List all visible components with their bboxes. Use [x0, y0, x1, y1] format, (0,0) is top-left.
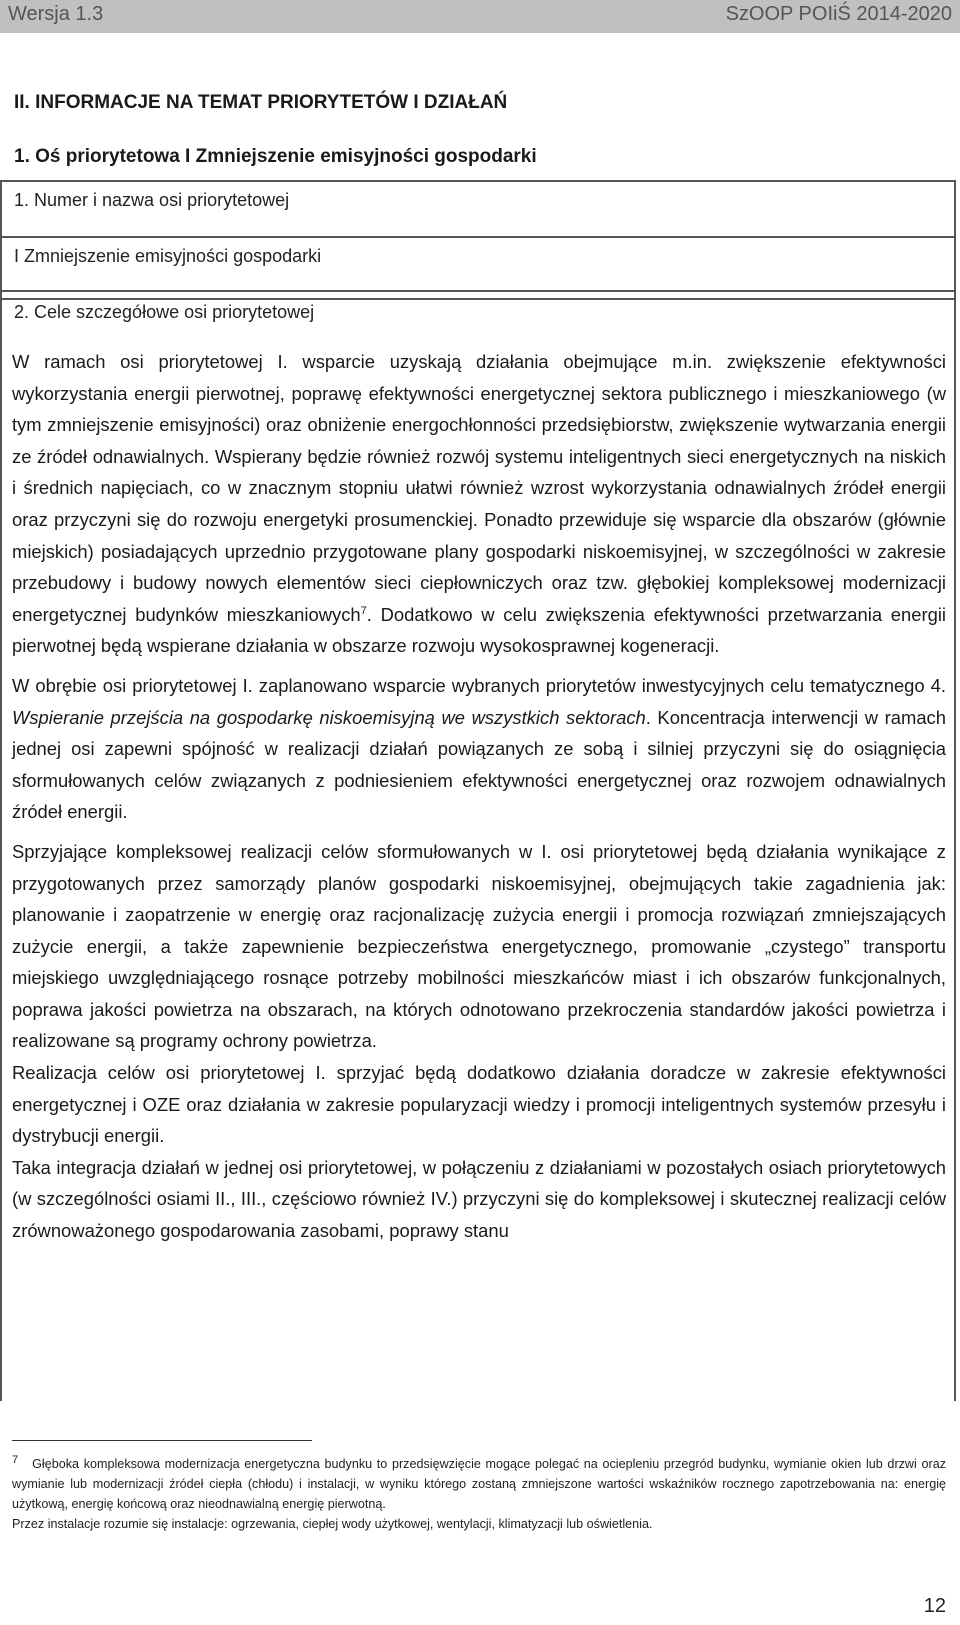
- footnote-text: Głęboka kompleksowa modernizacja energetyczna budynku to przedsięwzięcie mogące polegać na ociepleniu przegród budynku, wymianie okien lub drzwi oraz wymianie lub modernizacji źródeł ciepła (chłodu) i instalacji, w wyniku którego zostaną zmniejszone wartości wskaźników rocznego zapotrzebowania na: energię użytkową, energię końcową oraz nieodnawialną energię pierwotną.: [12, 1457, 946, 1511]
- paragraph-4: Realizacja celów osi priorytetowej I. sprzyjać będą dodatkowo działania doradcze w zakresie efektywności energetycznej i OZE oraz działania w zakresie popularyzacji wiedzy i promocji inteligentnych systemów przesyłu i dystrybucji energii.: [12, 1062, 946, 1147]
- section-heading: II. INFORMACJE NA TEMAT PRIORYTETÓW I DZIAŁAŃ: [14, 92, 508, 113]
- footnote-body: [12, 1454, 946, 1514]
- item1-value: I Zmniejszenie emisyjności gospodarki: [14, 246, 322, 266]
- body-text: [12, 346, 946, 1247]
- item2-label-box: [0, 290, 956, 338]
- paragraph-2: [12, 670, 946, 828]
- paragraph-2-end: . Koncentracja interwencji w ramach jednej osi zapewni spójność w realizacji działań powiązanych ze sobą i silniej przyczyni się do osiągnięcia sformułowanych celów związanych z podniesieniem efektywności energetycznej oraz rozwojem odnawialnych źródeł energii.: [12, 706, 946, 823]
- document-title: SzOOP POIiŚ 2014-2020: [725, 3, 952, 25]
- item1-label: 1. Numer i nazwa osi priorytetowej: [14, 190, 290, 210]
- paragraph-1: [12, 346, 946, 662]
- version-label: Wersja 1.3: [8, 3, 104, 25]
- paragraph-2-italic: Wspieranie przejścia na gospodarkę niskoemisyjną we wszystkich sektorach: [12, 706, 646, 728]
- footnote-ref: 7: [360, 604, 367, 617]
- page-number: 12: [923, 1595, 946, 1617]
- footnote: [12, 1454, 946, 1534]
- footnote-separator: [12, 1440, 312, 1441]
- paragraph-3: Sprzyjające kompleksowej realizacji celów sformułowanych w I. osi priorytetowej będą działania wynikające z przygotowanych przez samorządy planów gospodarki niskoemisyjnej, obejmujących takie zagadnienia jak: planowanie i zaopatrzenie w energię oraz racjonalizację zużycia energii i promocja rozwiązań zmniejszających zużycie energii, a także zapewnienie bezpieczeństwa energetycznego, promowanie „czystego” transportu miejskiego uwzględniającego rosnące potrzeby mobilności mieszkańców miast i ich obszarów funkcjonalnych, poprawa jakości powietrza na obszarach, na których odnotowano przekroczenia standardów jakości powietrza i realizowane są programy ochrony powietrza.: [12, 840, 946, 1052]
- axis-heading: 1. Oś priorytetowa I Zmniejszenie emisyjności gospodarki: [14, 146, 537, 167]
- page-header: [0, 0, 960, 33]
- paragraph-2-start: W obrębie osi priorytetowej I. zaplanowano wsparcie wybranych priorytetów inwestycyjnych celu tematycznego 4.: [12, 674, 946, 696]
- paragraph-1-lead: W ramach osi priorytetowej I. wsparcie uzyskają działania obejmujące m.in. zwiększenie efektywności wykorzystania energii pierwotnej, poprawę efektywności energetycznej sektora publicznego i mieszkaniowego (w tym zmniejszenie emisyjności) oraz obniżenie energochłonności przedsiębiorstw, zwiększenie wytwarzania energii ze źródeł odnawialnych. Wspierany będzie również rozwój systemu inteligentnych sieci energetycznych na niskich i średnich napięciach, co w znacznym stopniu ułatwi również wzrost wykorzystania odnawialnych źródeł energii oraz przyczyni się do rozwoju energetyki prosumenckiej. Ponadto przewiduje się wsparcie dla obszarów (głównie miejskich) posiadających uprzednio przygotowane plany gospodarki niskoemisyjnej, w szczególności w zakresie przebudowy i budowy nowych elementów sieci ciepłowniczych oraz tzw. głębokiej kompleksowej modernizacji energetycznej budynków mieszkaniowych: [12, 351, 946, 625]
- footnote-text-2: Przez instalacje rozumie się instalacje: ogrzewania, ciepłej wody użytkowej, wentylacji, klimatyzacji lub oświetlenia.: [12, 1517, 653, 1531]
- footnote-number: 7: [12, 1453, 19, 1466]
- paragraph-1-tail: . Dodatkowo w celu zwiększenia efektywności przetwarzania energii pierwotnej będą wspierane działania w obszarze rozwoju wysokosprawnej kogeneracji.: [12, 603, 947, 657]
- paragraph-5: Taka integracja działań w jednej osi priorytetowej, w połączeniu z działaniami w pozostałych osiach priorytetowych (w szczególności osiami II., III., częściowo również IV.) przyczyni się do kompleksowej i skutecznej realizacji celów zrównoważonego gospodarowania zasobami, poprawy stanu: [12, 1156, 946, 1242]
- item2-label: 2. Cele szczegółowe osi priorytetowej: [14, 302, 315, 322]
